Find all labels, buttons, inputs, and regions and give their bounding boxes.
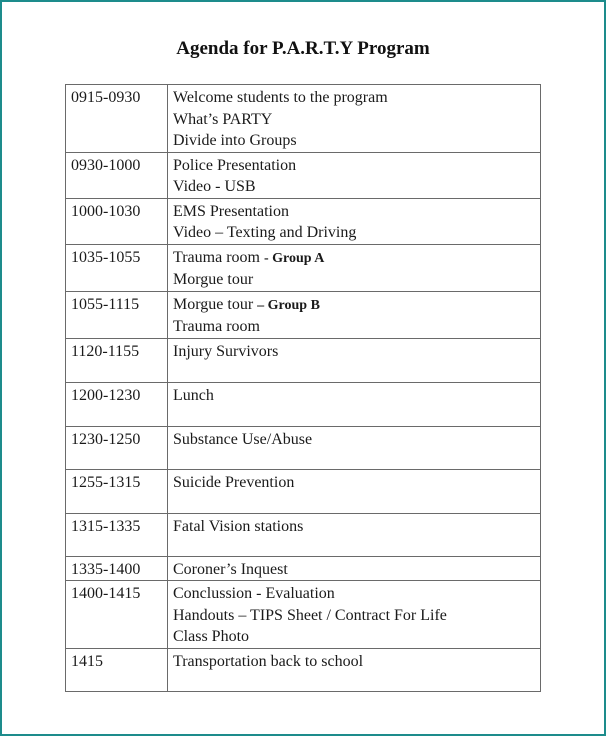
activity-cell bbox=[168, 426, 541, 469]
time-cell: 1335-1400 bbox=[66, 556, 168, 581]
table-row bbox=[66, 291, 541, 338]
activity-cell bbox=[168, 291, 541, 338]
table-row bbox=[66, 581, 541, 649]
activity-line: Injury Survivors bbox=[173, 342, 279, 360]
group-label: - Group A bbox=[263, 250, 325, 266]
activity-text: Trauma room bbox=[173, 248, 264, 266]
activity-line: Lunch bbox=[173, 386, 214, 404]
table-row bbox=[66, 152, 541, 198]
activity-line: Morgue tour bbox=[173, 271, 254, 288]
activity-line: Substance Use/Abuse bbox=[173, 430, 313, 448]
table-row bbox=[66, 244, 541, 291]
time-cell: 1000-1030 bbox=[66, 198, 168, 244]
activity-line bbox=[173, 294, 535, 317]
activity-line: Conclussion - Evaluation bbox=[173, 585, 335, 602]
activity-cell bbox=[168, 648, 541, 691]
activity-text: Morgue tour bbox=[173, 295, 258, 313]
activity-line: Trauma room bbox=[173, 318, 260, 335]
time-cell: 1400-1415 bbox=[66, 581, 168, 649]
time-cell: 1120-1155 bbox=[66, 338, 168, 382]
activity-line: Police Presentation bbox=[173, 156, 297, 174]
activity-line: Class Photo bbox=[173, 628, 250, 645]
table-row bbox=[66, 85, 541, 153]
activity-line: What’s PARTY bbox=[173, 110, 273, 128]
activity-cell bbox=[168, 469, 541, 513]
table-row bbox=[66, 426, 541, 469]
table-row bbox=[66, 382, 541, 426]
activity-line: Handouts – TIPS Sheet / Contract For Life bbox=[173, 606, 447, 624]
activity-cell bbox=[168, 244, 541, 291]
activity-line bbox=[173, 247, 535, 270]
table-row bbox=[66, 338, 541, 382]
time-cell: 1315-1335 bbox=[66, 513, 168, 556]
time-cell: 1200-1230 bbox=[66, 382, 168, 426]
activity-cell bbox=[168, 556, 541, 581]
agenda-table bbox=[65, 84, 541, 692]
activity-cell bbox=[168, 382, 541, 426]
time-cell: 1415 bbox=[66, 648, 168, 691]
activity-line: Transportation back to school bbox=[173, 652, 364, 670]
time-cell: 1255-1315 bbox=[66, 469, 168, 513]
time-cell: 1035-1055 bbox=[66, 244, 168, 291]
activity-cell bbox=[168, 85, 541, 153]
activity-cell bbox=[168, 198, 541, 244]
table-row bbox=[66, 648, 541, 691]
activity-line: Welcome students to the program bbox=[173, 89, 388, 106]
table-row bbox=[66, 469, 541, 513]
activity-line: Suicide Prevention bbox=[173, 473, 295, 491]
table-row bbox=[66, 513, 541, 556]
page-title: Agenda for P.A.R.T.Y Program bbox=[176, 38, 430, 59]
table-row bbox=[66, 556, 541, 581]
group-label: – Group B bbox=[257, 297, 320, 313]
time-cell: 0915-0930 bbox=[66, 85, 168, 153]
activity-cell bbox=[168, 338, 541, 382]
time-cell: 1055-1115 bbox=[66, 291, 168, 338]
activity-line: Divide into Groups bbox=[173, 132, 297, 149]
time-cell: 1230-1250 bbox=[66, 426, 168, 469]
activity-line: EMS Presentation bbox=[173, 202, 289, 220]
table-row bbox=[66, 198, 541, 244]
activity-cell bbox=[168, 152, 541, 198]
activity-line: Video - USB bbox=[173, 178, 256, 195]
activity-cell bbox=[168, 581, 541, 649]
activity-cell bbox=[168, 513, 541, 556]
time-cell: 0930-1000 bbox=[66, 152, 168, 198]
activity-line: Video – Texting and Driving bbox=[173, 224, 357, 241]
activity-line: Coroner’s Inquest bbox=[173, 560, 288, 578]
activity-line: Fatal Vision stations bbox=[173, 517, 304, 535]
